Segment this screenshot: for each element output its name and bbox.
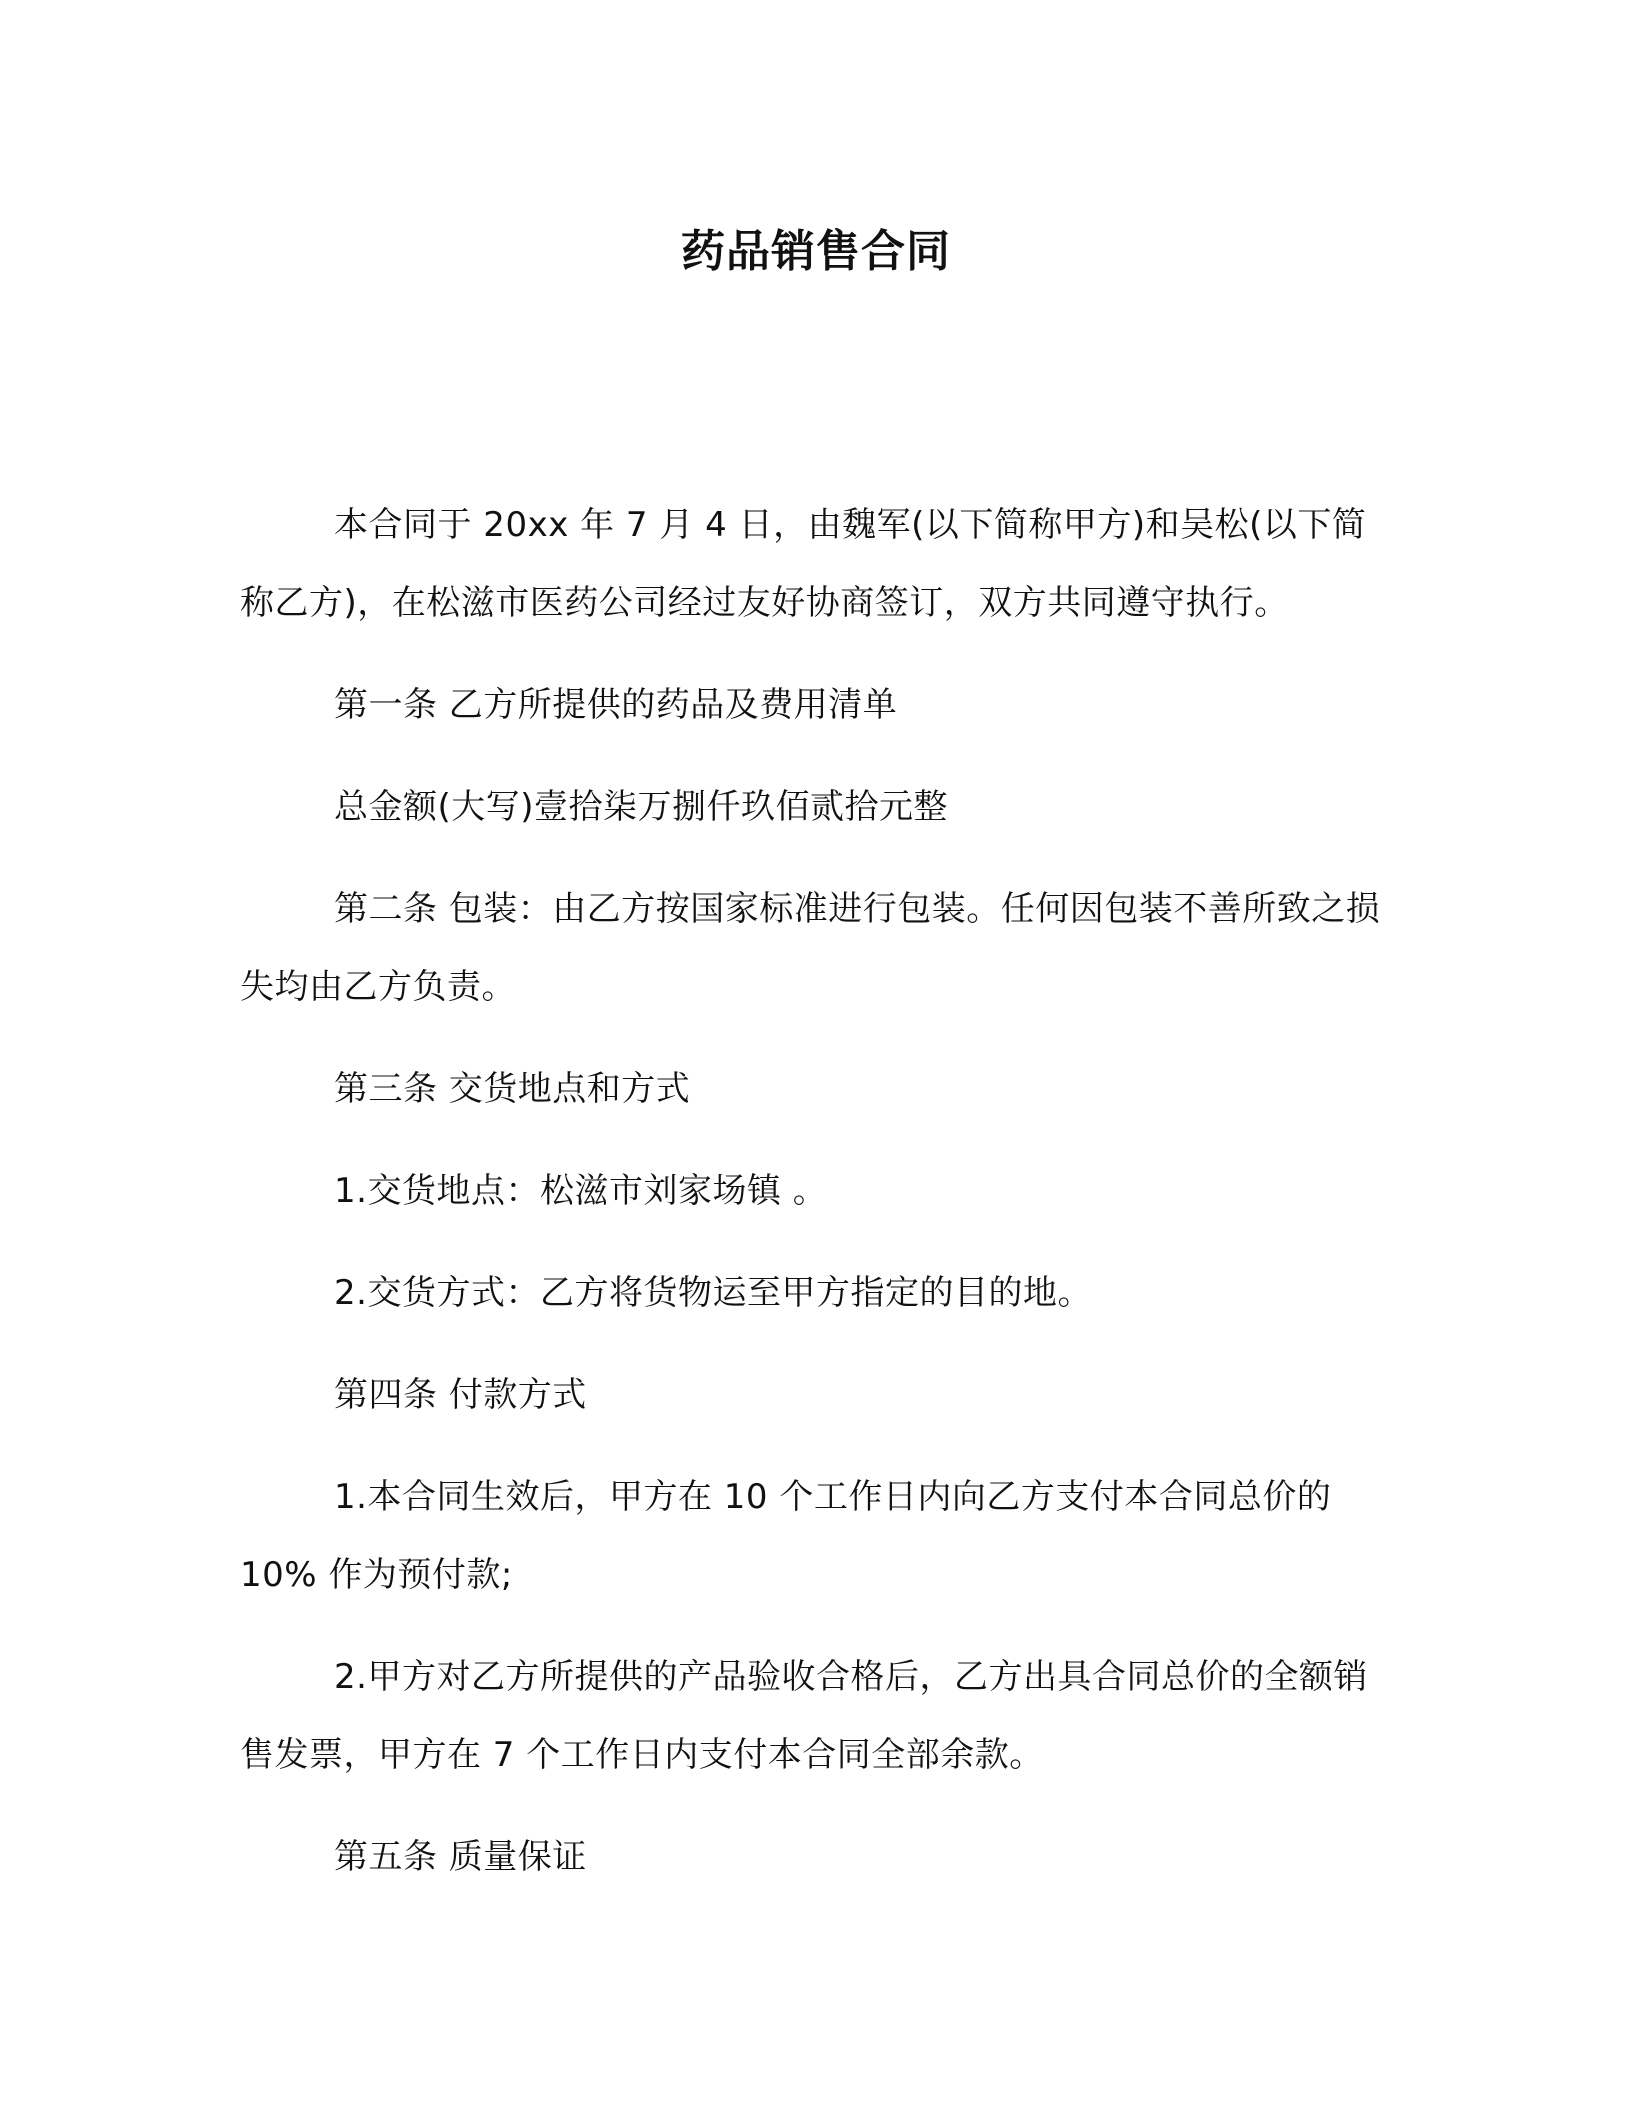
paragraph-article-4-heading: 第四条 付款方式 [334, 1375, 587, 1415]
document-title: 药品销售合同 [681, 226, 951, 277]
paragraph-delivery-location: 1.交货地点：松滋市刘家场镇 。 [334, 1171, 828, 1211]
document-body [240, 486, 1390, 1896]
paragraph-payment-balance: 2.甲方对乙方所提供的产品验收合格后，乙方出具合同总价的全额销售发票，甲方在 7 个工作日内支付本合同全部余款。 [240, 1657, 1368, 1775]
paragraph-article-5-heading: 第五条 质量保证 [334, 1837, 587, 1877]
paragraph-total-amount: 总金额(大写)壹拾柒万捌仟玖佰贰拾元整 [334, 787, 949, 827]
paragraph-payment-advance: 1.本合同生效后，甲方在 10 个工作日内向乙方支付本合同总价的 10% 作为预付款; [240, 1477, 1332, 1595]
paragraph-article-2-packaging: 第二条 包装：由乙方按国家标准进行包装。任何因包装不善所致之损失均由乙方负责。 [240, 889, 1381, 1007]
paragraph-article-1-heading: 第一条 乙方所提供的药品及费用清单 [334, 685, 898, 725]
paragraph-delivery-method: 2.交货方式：乙方将货物运至甲方指定的目的地。 [334, 1273, 1092, 1313]
paragraph-preamble: 本合同于 20xx 年 7 月 4 日，由魏军(以下简称甲方)和吴松(以下简称乙方)，在松滋市医药公司经过友好协商签订，双方共同遵守执行。 [240, 505, 1367, 623]
paragraph-article-3-heading: 第三条 交货地点和方式 [334, 1069, 691, 1109]
